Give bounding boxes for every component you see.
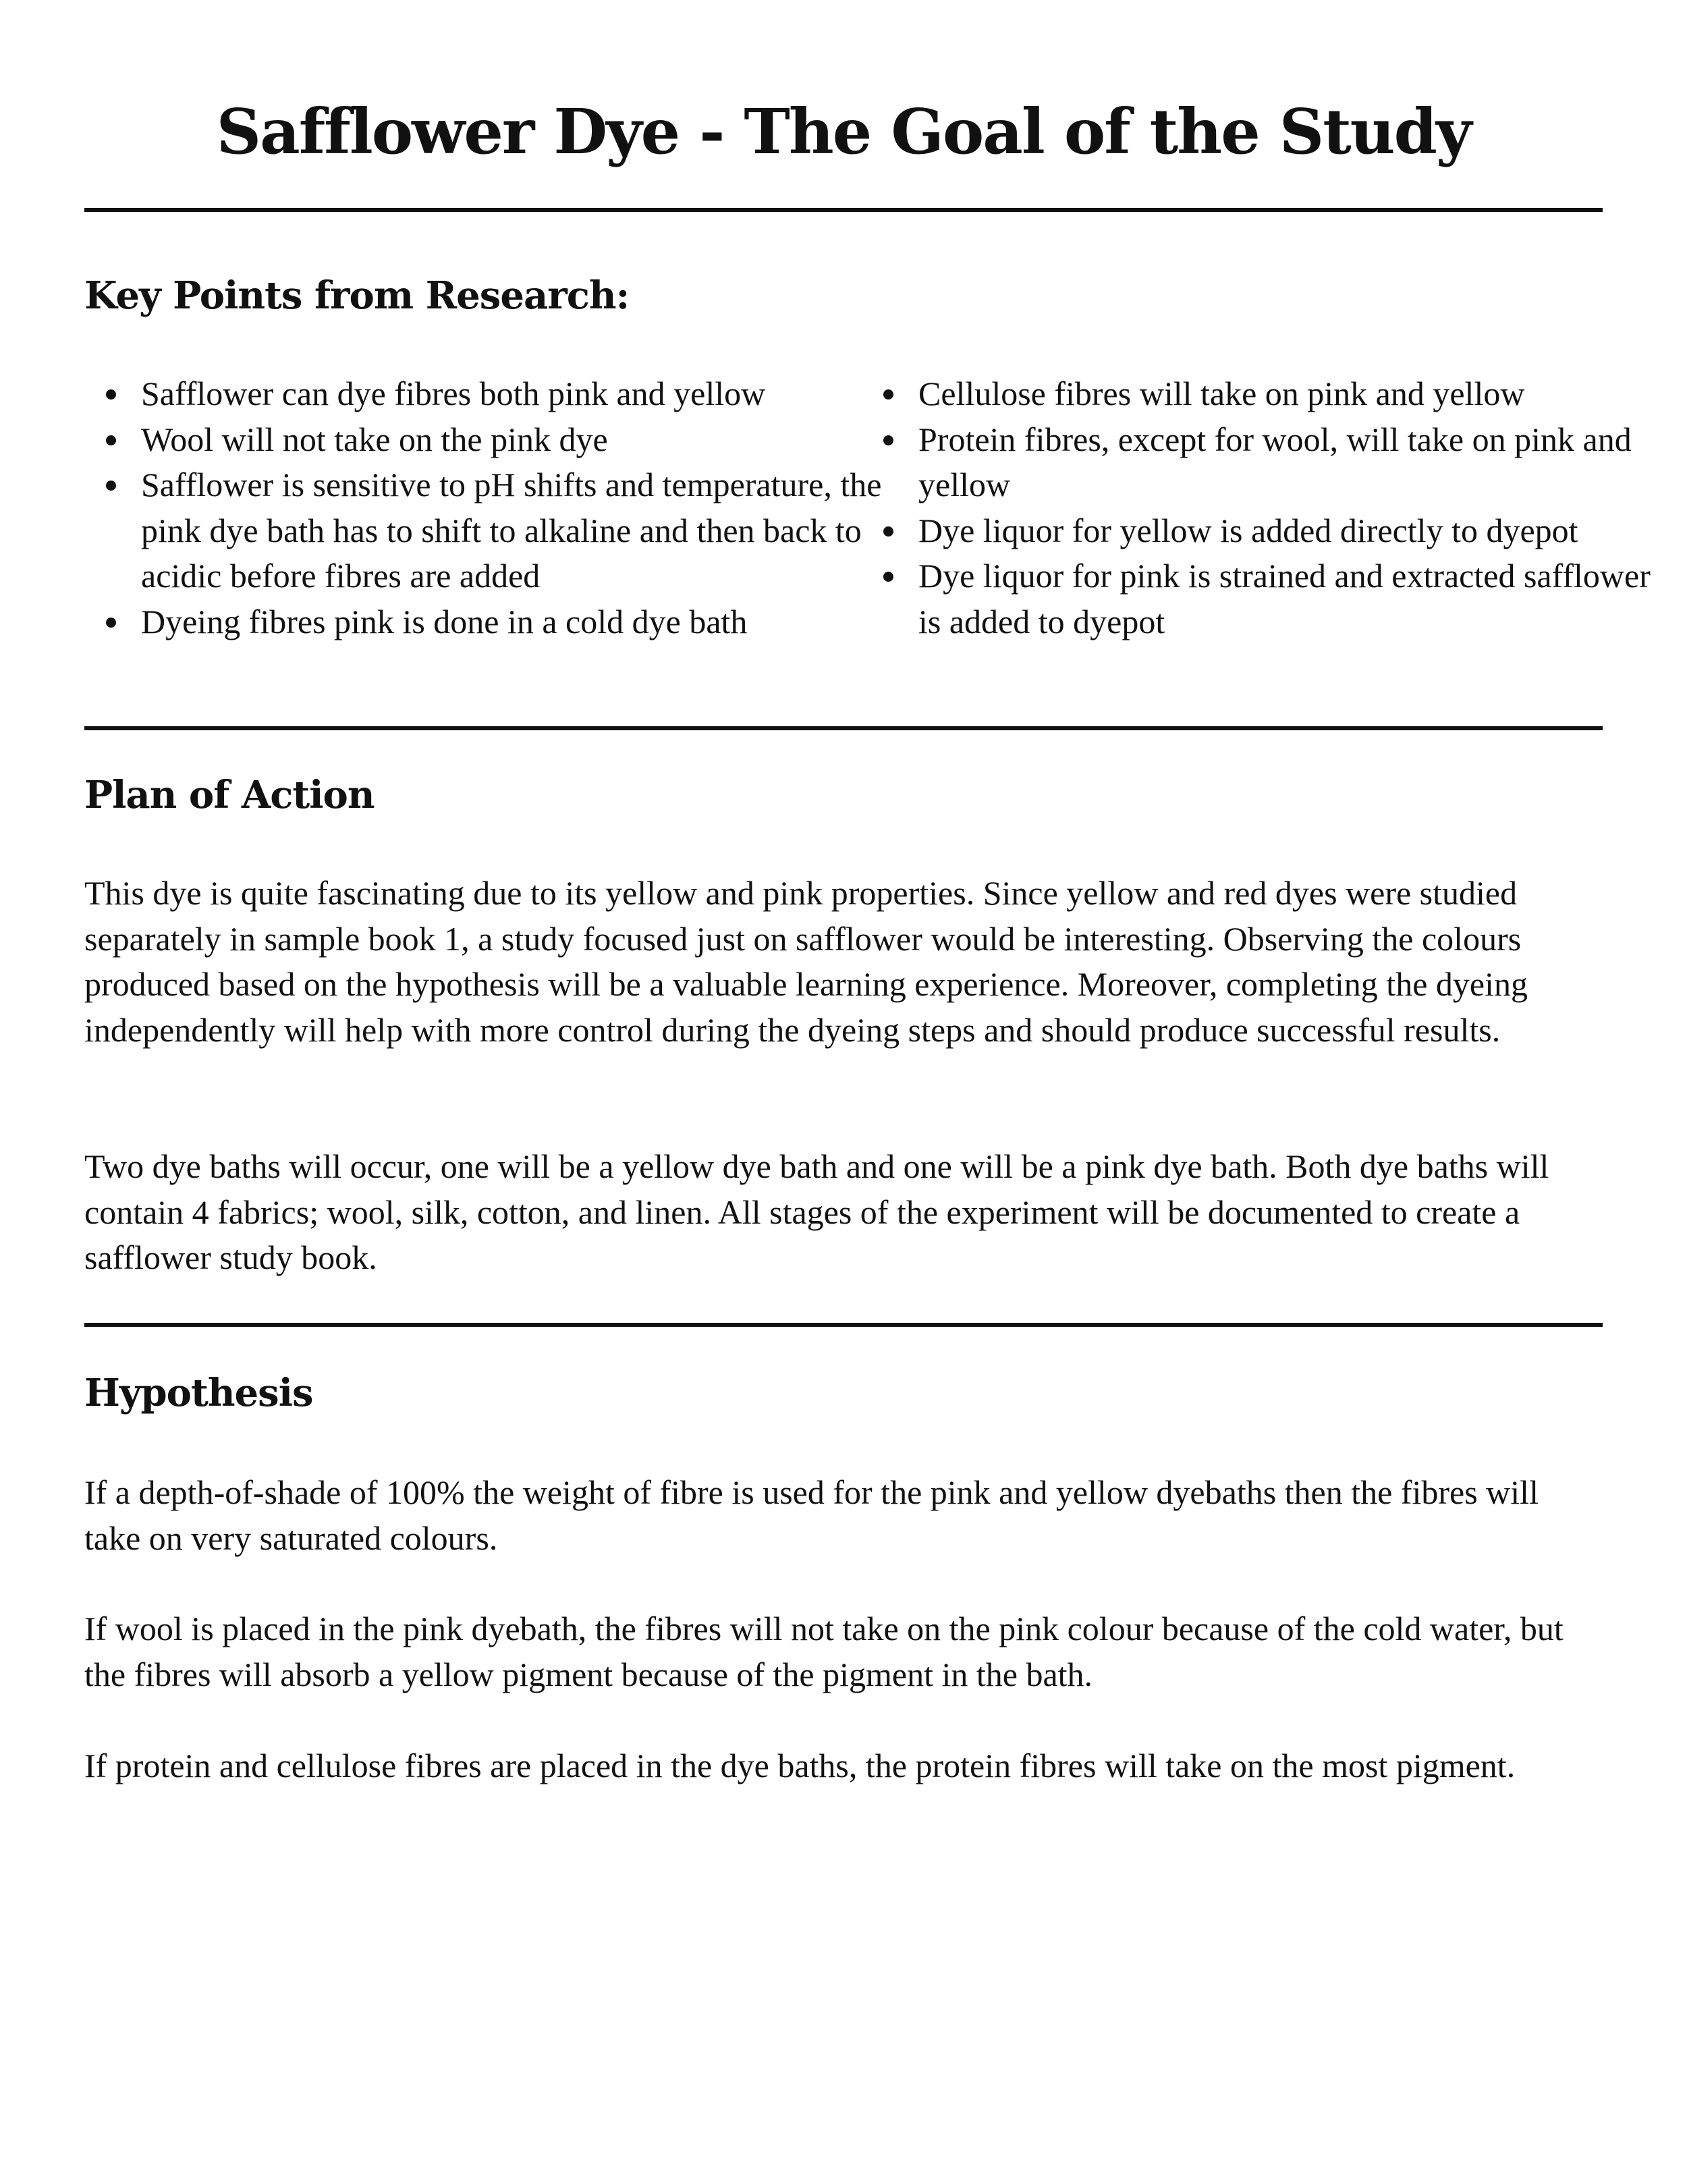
hypothesis-paragraph-2: If wool is placed in the pink dyebath, the fibres will not take on the pink colour because of the cold water, but the fibres will absorb a yellow pigment because of the pigment in the bath. [84, 1610, 1564, 1693]
divider-plan [84, 1323, 1603, 1327]
hypothesis-paragraph-1: If a depth-of-shade of 100% the weight of fibre is used for the pink and yellow dyebaths then the fibres will take on very saturated colours. [84, 1473, 1539, 1557]
hypothesis-paragraph-3: If protein and cellulose fibres are placed in the dye baths, the protein fibres will take on the most pigment. [84, 1747, 1516, 1784]
divider-key-points [84, 726, 1603, 730]
divider-top [84, 208, 1603, 212]
list-item: Dye liquor for yellow is added directly to dyepot [918, 508, 1659, 554]
list-item: Safflower is sensitive to pH shifts and temperature, the pink dye bath has to shift to alkaline and then back to acidic before fibres are added [141, 462, 894, 599]
list-item: Wool will not take on the pink dye [141, 417, 894, 463]
document-page [84, 0, 1651, 2184]
list-item: Protein fibres, except for wool, will take on pink and yellow [918, 417, 1659, 508]
plan-paragraph-2: Two dye baths will occur, one will be a yellow dye bath and one will be a pink dye bath. Both dye baths will contain 4 fabrics; wool, silk, cotton, and linen. All stages of the experiment will be documented to create a safflower study book. [84, 1147, 1549, 1276]
plan-paragraph-1: This dye is quite fascinating due to its yellow and pink properties. Since yellow and red dyes were studied separately in sample book 1, a study focused just on safflower would be interesting. Observing the colours produced based on the hypothesis will be a valuable learning experience. Moreover, completing the dyeing independently will help with more control during the dyeing steps and should produce successful results. [84, 874, 1528, 1049]
key-points-left-list [84, 371, 894, 645]
list-item: Dye liquor for pink is strained and extracted safflower is added to dyepot [918, 553, 1659, 645]
list-item: Cellulose fibres will take on pink and yellow [918, 371, 1659, 417]
key-points-heading: Key Points from Research: [84, 273, 630, 318]
plan-heading: Plan of Action [84, 773, 375, 817]
page-title: Safflower Dye - The Goal of the Study [216, 95, 1471, 168]
key-points-right-list [862, 371, 1659, 645]
hypothesis-heading: Hypothesis [84, 1371, 313, 1415]
list-item: Dyeing fibres pink is done in a cold dye bath [141, 599, 894, 645]
list-item: Safflower can dye fibres both pink and yellow [141, 371, 894, 417]
